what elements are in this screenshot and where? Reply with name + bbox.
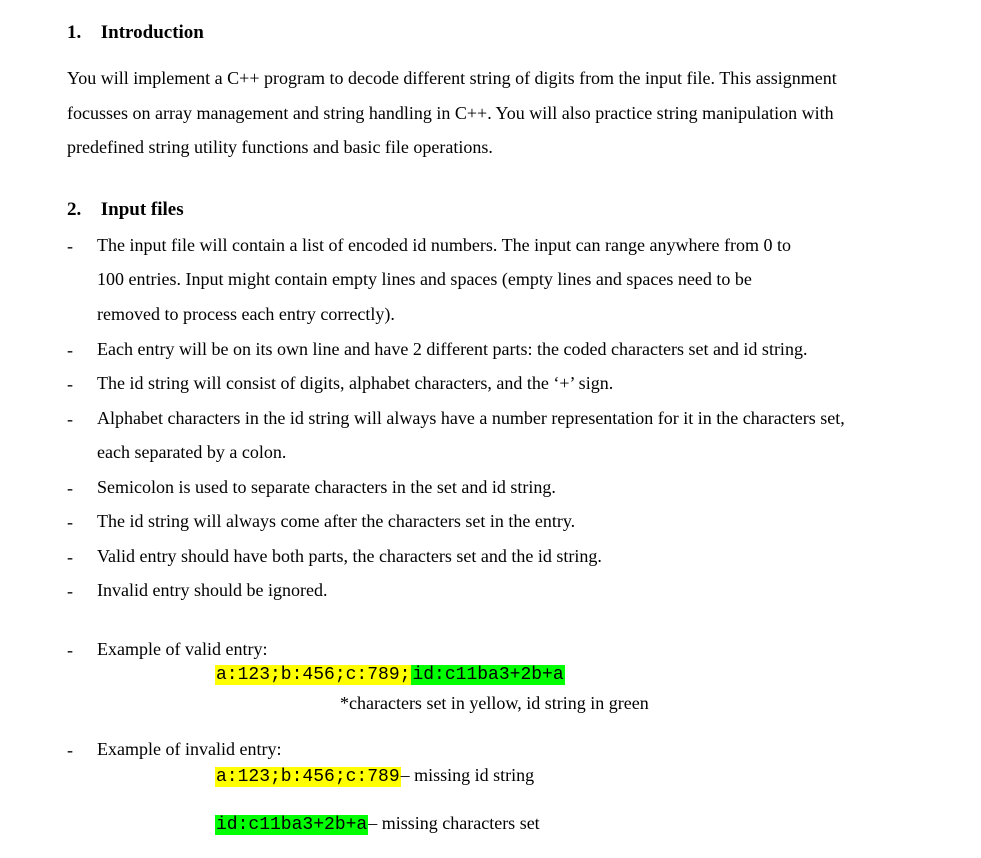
valid-example-label: Example of valid entry: (97, 639, 268, 659)
bullet-2-line-1: Each entry will be on its own line and have 2 different parts: the coded characters set and id string. (97, 339, 808, 359)
invalid-case-1-code: a:123;b:456;c:789 (216, 767, 400, 787)
invalid-example-case-2 (215, 813, 540, 835)
valid-charset-code: a:123;b:456;c:789; (216, 665, 411, 685)
bullet-4-line-2: each separated by a colon. (97, 442, 287, 462)
bullet-marker: - (67, 236, 73, 256)
bullet-marker: - (67, 512, 73, 532)
intro-line-3: predefined string utility functions and basic file operations. (67, 137, 493, 157)
bullet-marker: - (67, 340, 73, 360)
invalid-case-2-note: – missing characters set (368, 813, 540, 833)
intro-heading-title: Introduction (100, 22, 204, 43)
bullet-marker: - (67, 547, 73, 567)
bullet-3-line-1: The id string will consist of digits, alphabet characters, and the ‘+’ sign. (97, 373, 614, 393)
bullet-6-line-1: The id string will always come after the characters set in the entry. (97, 511, 576, 531)
bullet-marker: - (67, 409, 73, 429)
bullet-marker: - (67, 374, 73, 394)
bullet-5-line-1: Semicolon is used to separate characters in the set and id string. (97, 477, 556, 497)
bullet-marker: - (67, 740, 73, 760)
intro-line-2: focusses on array management and string handling in C++. You will also practice string manipulation with (67, 103, 834, 123)
bullet-4-line-1: Alphabet characters in the id string will always have a number representation for it in the characters set, (97, 408, 845, 428)
invalid-example-case-1 (215, 765, 534, 787)
valid-id-code: id:c11ba3+2b+a (412, 665, 564, 685)
bullet-1-line-2: 100 entries. Input might contain empty lines and spaces (empty lines and spaces need to be (97, 269, 752, 289)
invalid-example-label: Example of invalid entry: (97, 739, 282, 759)
intro-line-1: You will implement a C++ program to decode different string of digits from the input file. This assignment (67, 68, 837, 88)
input-files-heading-title: Input files (100, 199, 184, 220)
input-files-heading-number: 2. (67, 199, 82, 220)
bullet-1-line-1: The input file will contain a list of encoded id numbers. The input can range anywhere from 0 to (97, 235, 791, 255)
input-files-heading (67, 199, 184, 221)
intro-heading-number: 1. (67, 22, 82, 43)
bullet-7-line-1: Valid entry should have both parts, the characters set and the id string. (97, 546, 602, 566)
bullet-8-line-1: Invalid entry should be ignored. (97, 580, 328, 600)
invalid-case-1-note: – missing id string (400, 765, 535, 785)
bullet-marker: - (67, 640, 73, 660)
bullet-1-line-3: removed to process each entry correctly). (97, 304, 395, 324)
intro-heading (67, 22, 204, 44)
bullet-marker: - (67, 581, 73, 601)
bullet-marker: - (67, 478, 73, 498)
valid-example-entry (215, 665, 565, 685)
invalid-case-2-code: id:c11ba3+2b+a (216, 815, 368, 835)
valid-example-note: *characters set in yellow, id string in green (340, 693, 649, 713)
